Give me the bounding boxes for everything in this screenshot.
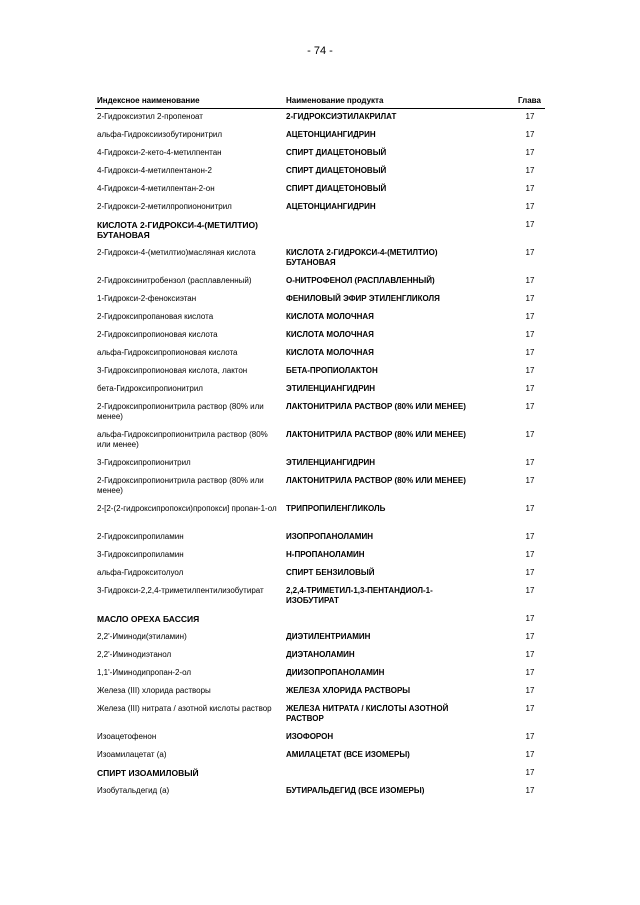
index-name-cell: 1-Гидрокси-2-феноксиэтан bbox=[97, 294, 197, 303]
index-name-cell: альфа-Гидрокситолуол bbox=[97, 568, 184, 577]
chapter-cell: 17 bbox=[525, 614, 535, 623]
table-row bbox=[95, 112, 545, 130]
index-name-cell: 2-Гидроксиэтил 2-пропеноат bbox=[97, 112, 203, 121]
chapter-cell: 17 bbox=[525, 458, 535, 467]
table-row bbox=[95, 704, 545, 732]
table-row bbox=[95, 732, 545, 750]
chapter-cell: 17 bbox=[525, 568, 535, 577]
chapter-cell: 17 bbox=[525, 704, 535, 713]
product-name-cell: ЛАКТОНИТРИЛА РАСТВОР (80% ИЛИ МЕНЕЕ) bbox=[286, 430, 466, 439]
chapter-cell: 17 bbox=[525, 768, 535, 777]
index-name-cell: МАСЛО ОРЕХА БАССИЯ bbox=[97, 614, 200, 624]
chemical-index-table bbox=[95, 94, 545, 795]
index-name-cell: 2-[2-(2-гидроксипропокси)пропокси] пропан-1-ол bbox=[97, 504, 277, 513]
table-row bbox=[95, 750, 545, 768]
index-name-cell: 3-Гидроксипропионовая кислота, лактон bbox=[97, 366, 248, 375]
table-row bbox=[95, 632, 545, 650]
product-name-cell: КИСЛОТА 2-ГИДРОКСИ-4-(МЕТИЛТИО) БУТАНОВАЯ bbox=[286, 248, 438, 267]
product-name-cell: ЛАКТОНИТРИЛА РАСТВОР (80% ИЛИ МЕНЕЕ) bbox=[286, 402, 466, 411]
product-name-cell: БЕТА-ПРОПИОЛАКТОН bbox=[286, 366, 378, 375]
table-row bbox=[95, 586, 545, 614]
product-name-cell: ЖЕЛЕЗА НИТРАТА / КИСЛОТЫ АЗОТНОЙ РАСТВОР bbox=[286, 704, 449, 723]
chapter-cell: 17 bbox=[525, 632, 535, 641]
index-name-cell: Изоацетофенон bbox=[97, 732, 157, 741]
index-name-cell: 2-Гидрокси-2-метилпропиононитрил bbox=[97, 202, 232, 211]
table-row bbox=[95, 248, 545, 276]
table-row bbox=[95, 366, 545, 384]
product-name-cell: КИСЛОТА МОЛОЧНАЯ bbox=[286, 312, 374, 321]
product-name-cell: СПИРТ ДИАЦЕТОНОВЫЙ bbox=[286, 184, 387, 193]
chapter-cell: 17 bbox=[525, 750, 535, 759]
table-row bbox=[95, 686, 545, 704]
index-name-cell: бета-Гидроксипропионитрил bbox=[97, 384, 203, 393]
index-name-cell: СПИРТ ИЗОАМИЛОВЫЙ bbox=[97, 768, 199, 778]
header-index-name: Индексное наименование bbox=[97, 96, 200, 105]
product-name-cell: АМИЛАЦЕТАТ (ВСЕ ИЗОМЕРЫ) bbox=[286, 750, 410, 759]
product-name-cell: БУТИРАЛЬДЕГИД (ВСЕ ИЗОМЕРЫ) bbox=[286, 786, 425, 795]
chapter-cell: 17 bbox=[525, 348, 535, 357]
chapter-cell: 17 bbox=[525, 668, 535, 677]
index-name-cell: 4-Гидрокси-2-кето-4-метилпентан bbox=[97, 148, 222, 157]
table-row bbox=[95, 768, 545, 786]
chapter-cell: 17 bbox=[525, 130, 535, 139]
product-name-cell: КИСЛОТА МОЛОЧНАЯ bbox=[286, 348, 374, 357]
chapter-cell: 17 bbox=[525, 786, 535, 795]
index-name-cell: 4-Гидрокси-4-метилпентан-2-он bbox=[97, 184, 215, 193]
table-row bbox=[95, 348, 545, 366]
index-name-cell: 2-Гидроксипропионитрила раствор (80% или менее) bbox=[97, 402, 264, 421]
product-name-cell: ИЗОПРОПАНОЛАМИН bbox=[286, 532, 373, 541]
index-name-cell: 1,1'-Иминодипропан-2-ол bbox=[97, 668, 192, 677]
product-name-cell: ИЗОФОРОН bbox=[286, 732, 334, 741]
product-name-cell: ЭТИЛЕНЦИАНГИДРИН bbox=[286, 458, 376, 467]
chapter-cell: 17 bbox=[525, 476, 535, 485]
chapter-cell: 17 bbox=[525, 366, 535, 375]
product-name-cell: ТРИПРОПИЛЕНГЛИКОЛЬ bbox=[286, 504, 386, 513]
product-name-cell: ЛАКТОНИТРИЛА РАСТВОР (80% ИЛИ МЕНЕЕ) bbox=[286, 476, 466, 485]
table-row bbox=[95, 384, 545, 402]
table-row bbox=[95, 568, 545, 586]
chapter-cell: 17 bbox=[525, 586, 535, 595]
index-name-cell: альфа-Гидроксипропионитрила раствор (80% или менее) bbox=[97, 430, 268, 449]
table-header bbox=[95, 94, 545, 109]
chapter-cell: 17 bbox=[525, 202, 535, 211]
table-row bbox=[95, 550, 545, 568]
product-name-cell: ЭТИЛЕНЦИАНГИДРИН bbox=[286, 384, 376, 393]
index-name-cell: 2-Гидроксипропионовая кислота bbox=[97, 330, 218, 339]
chapter-cell: 17 bbox=[525, 402, 535, 411]
product-name-cell: Н-ПРОПАНОЛАМИН bbox=[286, 550, 365, 559]
table-row bbox=[95, 184, 545, 202]
product-name-cell: СПИРТ БЕНЗИЛОВЫЙ bbox=[286, 568, 375, 577]
product-name-cell: ЖЕЛЕЗА ХЛОРИДА РАСТВОРЫ bbox=[286, 686, 411, 695]
table-row bbox=[95, 130, 545, 148]
chapter-cell: 17 bbox=[525, 294, 535, 303]
header-chapter: Глава bbox=[518, 96, 541, 105]
chapter-cell: 17 bbox=[525, 504, 535, 513]
index-name-cell: 4-Гидрокси-4-метилпентанон-2 bbox=[97, 166, 212, 175]
table-row bbox=[95, 430, 545, 458]
product-name-cell: ДИИЗОПРОПАНОЛАМИН bbox=[286, 668, 385, 677]
chapter-cell: 17 bbox=[525, 550, 535, 559]
product-name-cell: ФЕНИЛОВЫЙ ЭФИР ЭТИЛЕНГЛИКОЛЯ bbox=[286, 294, 440, 303]
table-row bbox=[95, 166, 545, 184]
table-row bbox=[95, 202, 545, 220]
product-name-cell: СПИРТ ДИАЦЕТОНОВЫЙ bbox=[286, 148, 387, 157]
index-name-cell: 2-Гидроксинитробензол (расплавленный) bbox=[97, 276, 252, 285]
table-row bbox=[95, 668, 545, 686]
index-name-cell: 3-Гидроксипропиламин bbox=[97, 550, 184, 559]
chapter-cell: 17 bbox=[525, 430, 535, 439]
chapter-cell: 17 bbox=[525, 184, 535, 193]
table-row bbox=[95, 276, 545, 294]
chapter-cell: 17 bbox=[525, 384, 535, 393]
chapter-cell: 17 bbox=[525, 112, 535, 121]
chapter-cell: 17 bbox=[525, 330, 535, 339]
chapter-cell: 17 bbox=[525, 166, 535, 175]
table-row bbox=[95, 532, 545, 550]
product-name-cell: ДИЭТИЛЕНТРИАМИН bbox=[286, 632, 371, 641]
table-row bbox=[95, 614, 545, 632]
index-name-cell: 2-Гидрокси-4-(метилтио)масляная кислота bbox=[97, 248, 256, 257]
index-name-cell: 2,2'-Иминодиэтанол bbox=[97, 650, 172, 659]
index-name-cell: КИСЛОТА 2-ГИДРОКСИ-4-(МЕТИЛТИО) БУТАНОВАЯ bbox=[97, 220, 258, 240]
table-row bbox=[95, 504, 545, 532]
product-name-cell: СПИРТ ДИАЦЕТОНОВЫЙ bbox=[286, 166, 387, 175]
chapter-cell: 17 bbox=[525, 312, 535, 321]
table-row bbox=[95, 294, 545, 312]
page-number: - 74 - bbox=[307, 45, 333, 57]
index-name-cell: 3-Гидроксипропионитрил bbox=[97, 458, 191, 467]
product-name-cell: ДИЭТАНОЛАМИН bbox=[286, 650, 355, 659]
table-row bbox=[95, 402, 545, 430]
chapter-cell: 17 bbox=[525, 650, 535, 659]
table-row bbox=[95, 458, 545, 476]
index-name-cell: альфа-Гидроксиизобутиронитрил bbox=[97, 130, 223, 139]
table-row bbox=[95, 476, 545, 504]
product-name-cell: 2-ГИДРОКСИЭТИЛАКРИЛАТ bbox=[286, 112, 397, 121]
product-name-cell: АЦЕТОНЦИАНГИДРИН bbox=[286, 130, 376, 139]
chapter-cell: 17 bbox=[525, 276, 535, 285]
header-product-name: Наименование продукта bbox=[286, 96, 384, 105]
chapter-cell: 17 bbox=[525, 248, 535, 257]
index-name-cell: 2-Гидроксипропионитрила раствор (80% или менее) bbox=[97, 476, 264, 495]
table-row bbox=[95, 220, 545, 248]
index-name-cell: Изоамилацетат (а) bbox=[97, 750, 167, 759]
product-name-cell: КИСЛОТА МОЛОЧНАЯ bbox=[286, 330, 374, 339]
table-row bbox=[95, 148, 545, 166]
chapter-cell: 17 bbox=[525, 532, 535, 541]
table-row bbox=[95, 330, 545, 348]
product-name-cell: АЦЕТОНЦИАНГИДРИН bbox=[286, 202, 376, 211]
chapter-cell: 17 bbox=[525, 220, 535, 229]
product-name-cell: О-НИТРОФЕНОЛ (РАСПЛАВЛЕННЫЙ) bbox=[286, 276, 435, 285]
chapter-cell: 17 bbox=[525, 732, 535, 741]
product-name-cell: 2,2,4-ТРИМЕТИЛ-1,3-ПЕНТАНДИОЛ-1-ИЗОБУТИРАТ bbox=[286, 586, 433, 605]
index-name-cell: 3-Гидрокси-2,2,4-триметилпентилизобутират bbox=[97, 586, 264, 595]
chapter-cell: 17 bbox=[525, 148, 535, 157]
index-name-cell: 2-Гидроксипропиламин bbox=[97, 532, 184, 541]
index-name-cell: 2-Гидроксипропановая кислота bbox=[97, 312, 214, 321]
table-row bbox=[95, 312, 545, 330]
index-name-cell: альфа-Гидроксипропионовая кислота bbox=[97, 348, 238, 357]
index-name-cell: Железа (III) нитрата / азотной кислоты раствор bbox=[97, 704, 272, 713]
index-name-cell: Железа (III) хлорида растворы bbox=[97, 686, 211, 695]
chapter-cell: 17 bbox=[525, 686, 535, 695]
table-row bbox=[95, 786, 545, 804]
index-name-cell: 2,2'-Иминоди(этиламин) bbox=[97, 632, 187, 641]
index-name-cell: Изобутальдегид (а) bbox=[97, 786, 170, 795]
table-row bbox=[95, 650, 545, 668]
